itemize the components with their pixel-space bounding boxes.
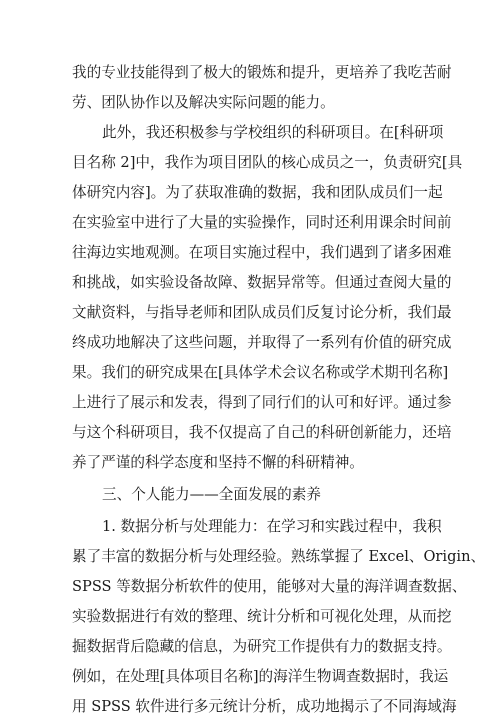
text-line: 终成功地解决了这些问题，并取得了一系列有价值的研究成 <box>72 334 452 351</box>
text-line: 体研究内容]。为了获取准确的数据，我和团队成员们一起 <box>72 184 443 201</box>
text-line: 与这个科研项目，我不仅提高了自己的科研创新能力，还培 <box>72 424 452 441</box>
text-line: 养了严谨的科学态度和坚持不懈的科研精神。 <box>72 454 364 471</box>
text-line: 用 SPSS 软件进行多元统计分析，成功地揭示了不同海域海 <box>72 698 457 715</box>
text-line: 累了丰富的数据分析与处理经验。熟练掌握了 Excel、Origin、 <box>72 548 486 565</box>
text-line: 果。我们的研究成果在[具体学术会议名称或学术期刊名称] <box>72 364 449 381</box>
section-heading: 三、个人能力——全面发展的素养 <box>102 486 321 503</box>
text-line: 我的专业技能得到了极大的锻炼和提升，更培养了我吃苦耐 <box>72 64 452 81</box>
text-line: 上进行了展示和发表，得到了同行们的认可和好评。通过参 <box>72 394 452 411</box>
text-line: 例如，在处理[具体项目名称]的海洋生物调查数据时，我运 <box>72 668 449 685</box>
paragraph-first-line: 此外，我还积极参与学校组织的科研项目。在[科研项 <box>102 124 444 141</box>
paragraph-first-line: 1. 数据分析与处理能力：在学习和实践过程中，我积 <box>102 518 442 535</box>
text-line: 文献资料，与指导老师和团队成员们反复讨论分析，我们最 <box>72 304 452 321</box>
text-line: SPSS 等数据分析软件的使用，能够对大量的海洋调查数据、 <box>72 578 467 595</box>
text-line: 和挑战，如实验设备故障、数据异常等。但通过查阅大量的 <box>72 274 452 291</box>
text-line: 实验数据进行有效的整理、统计分析和可视化处理，从而挖 <box>72 608 452 625</box>
text-line: 劳、团队协作以及解决实际问题的能力。 <box>72 94 335 111</box>
text-line: 往海边实地观测。在项目实施过程中，我们遇到了诸多困难 <box>72 244 452 261</box>
text-line: 目名称 2]中，我作为项目团队的核心成员之一，负责研究[具 <box>72 154 463 171</box>
text-line: 在实验室中进行了大量的实验操作，同时还利用课余时间前 <box>72 214 452 231</box>
text-line: 掘数据背后隐藏的信息，为研究工作提供有力的数据支持。 <box>72 638 452 655</box>
